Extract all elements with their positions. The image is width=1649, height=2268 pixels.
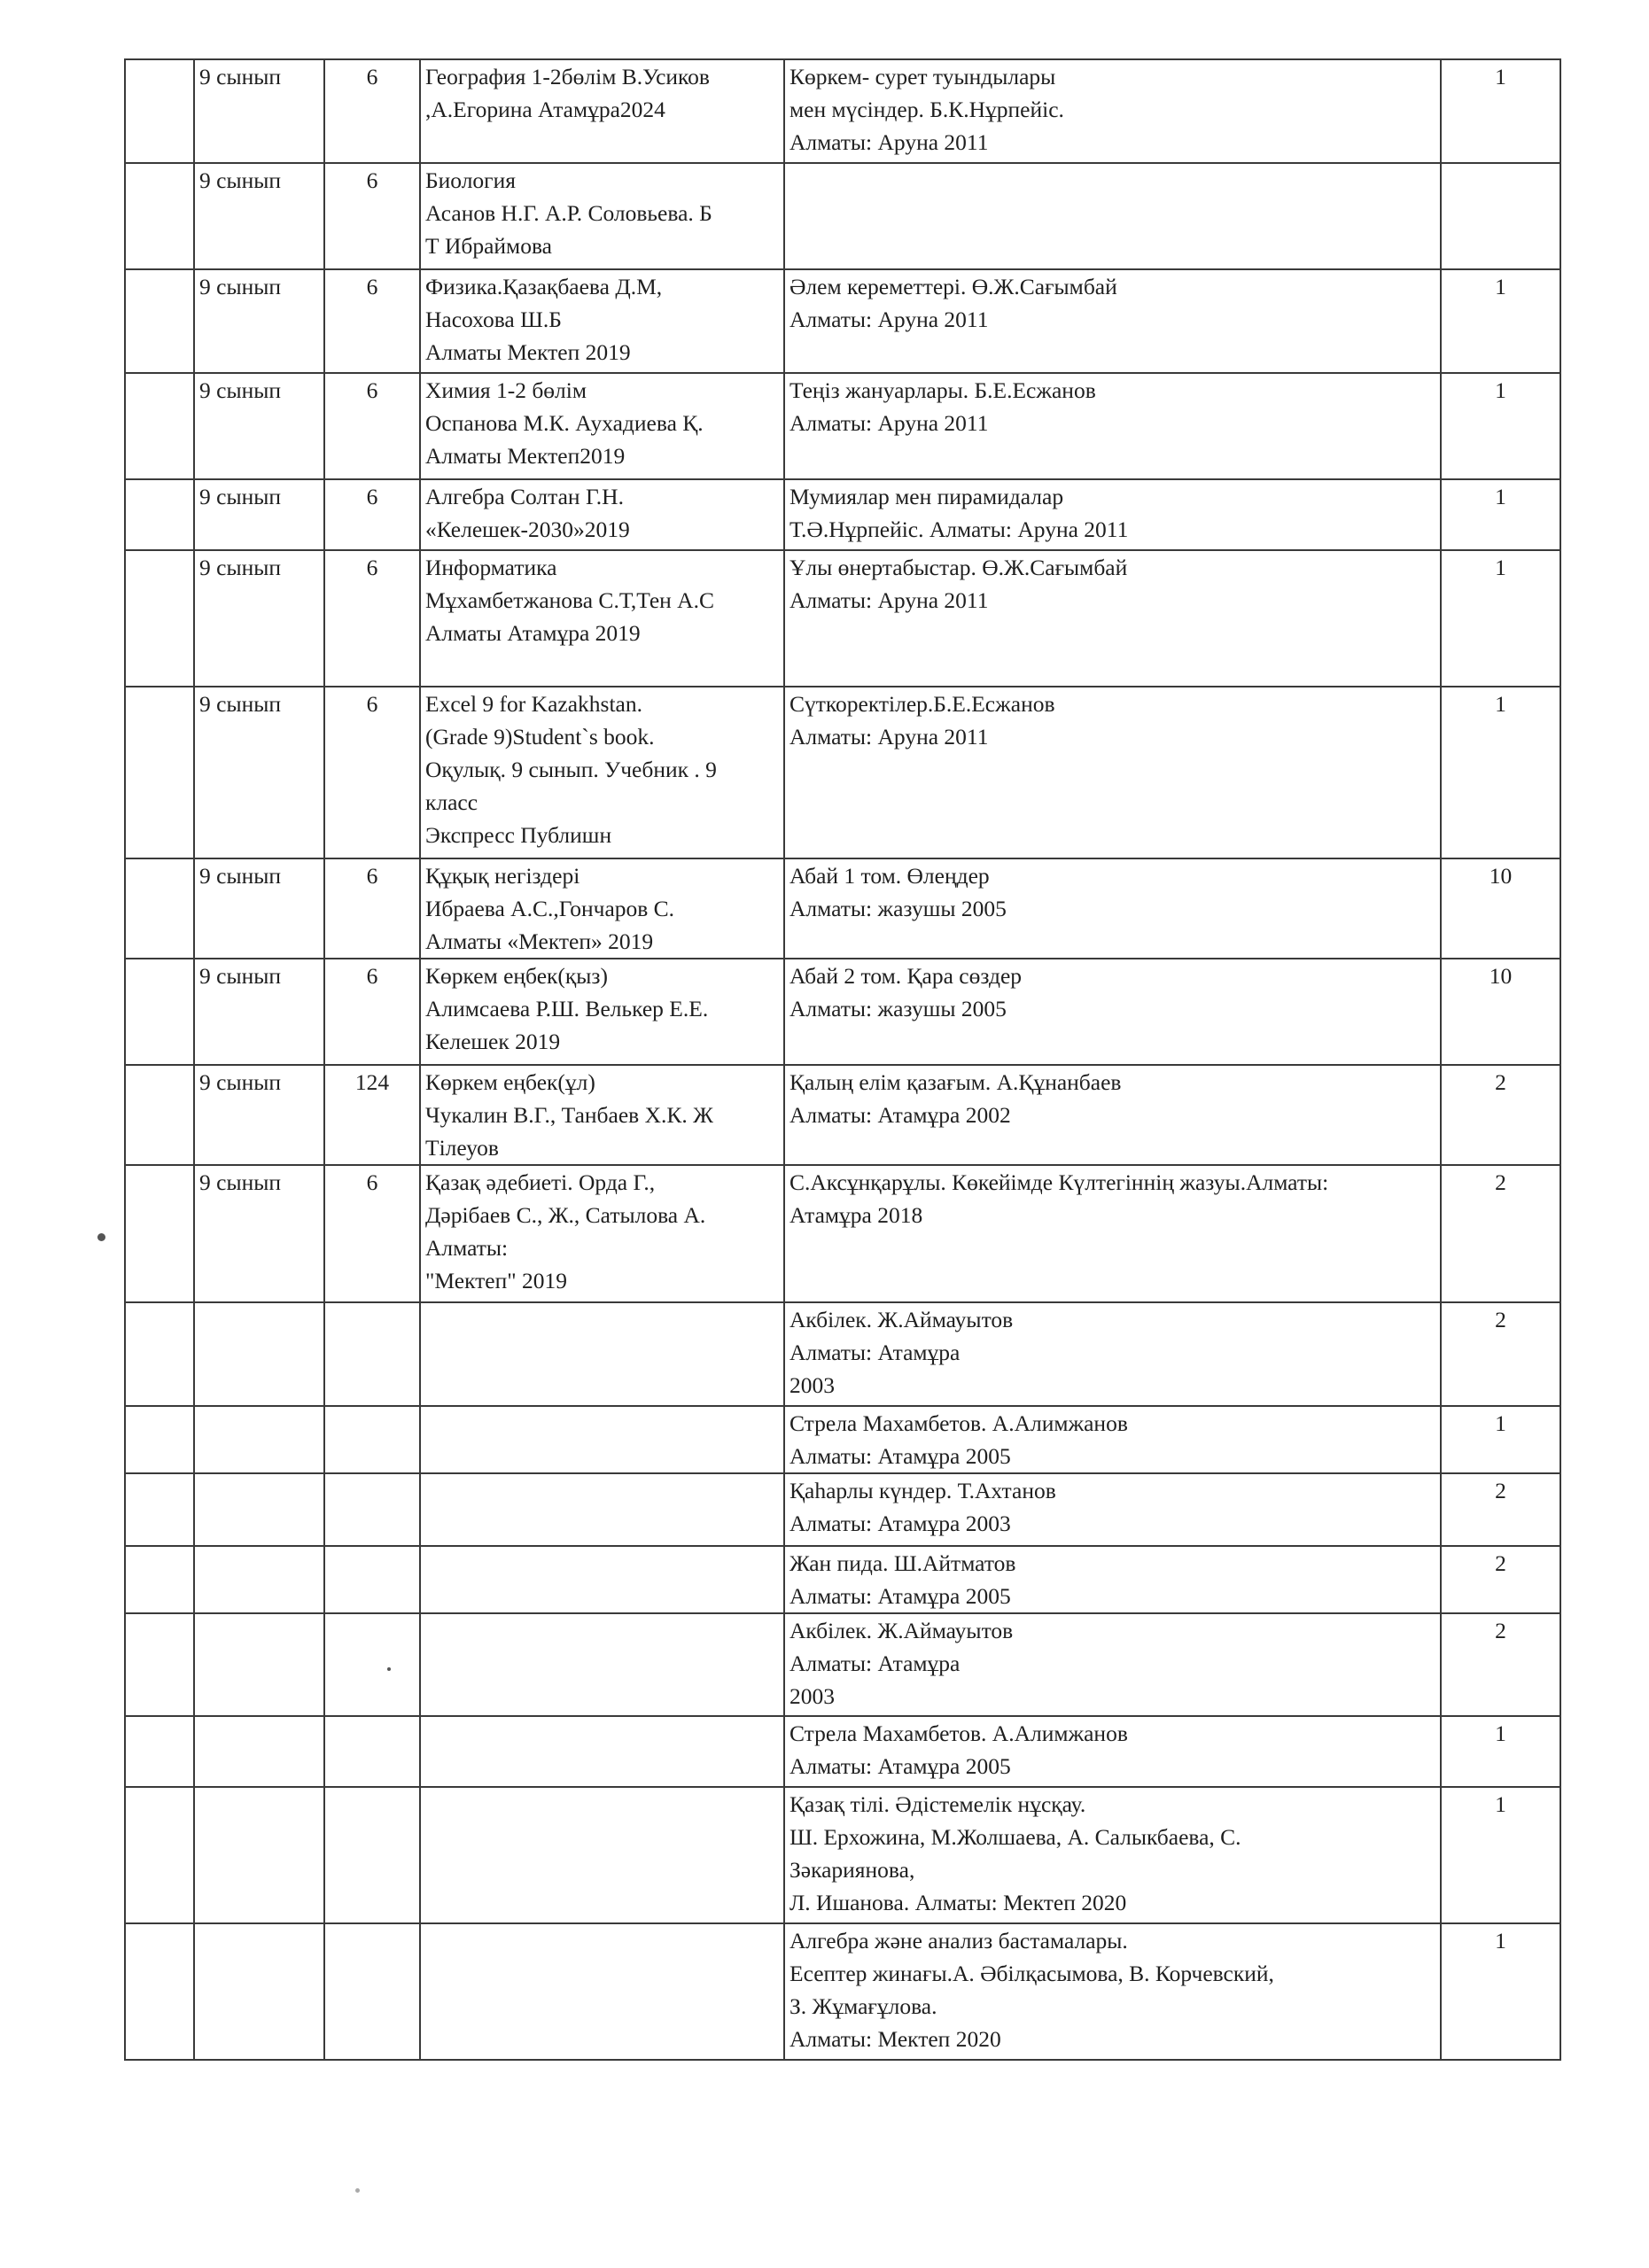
library-book-cell: Акбілек. Ж.Аймауытов Алматы: Атамұра 2003 — [784, 1613, 1441, 1716]
hours-cell: 124 — [324, 1065, 420, 1165]
grade-cell: 9 сынып — [194, 163, 324, 269]
table-row — [125, 1787, 1560, 1923]
textbook-cell: Көркем еңбек(ұл) Чукалин В.Г., Танбаев Х.К. Ж Тілеуов — [420, 1065, 784, 1165]
scan-speck — [97, 1233, 105, 1241]
quantity-cell: 10 — [1441, 858, 1560, 959]
hours-cell — [324, 1546, 420, 1613]
library-book-cell: Стрела Махамбетов. А.Алимжанов Алматы: Атамұра 2005 — [784, 1406, 1441, 1473]
library-book-cell: С.Аксұнқарұлы. Көкейімде Күлтегіннің жазуы.Алматы: Атамұра 2018 — [784, 1165, 1441, 1302]
scan-speck — [387, 1667, 391, 1671]
table-row — [125, 1923, 1560, 2060]
empty-cell — [125, 1165, 194, 1302]
library-book-cell: Қаһарлы күндер. Т.Ахтанов Алматы: Атамұра 2003 — [784, 1473, 1441, 1546]
textbook-cell — [420, 1302, 784, 1406]
library-book-cell: Сүткоректілер.Б.Е.Есжанов Алматы: Аруна 2011 — [784, 687, 1441, 858]
textbook-cell: Биология Асанов Н.Г. А.Р. Соловьева. Б Т Ибраймова — [420, 163, 784, 269]
textbook-cell: Қазақ әдебиеті. Орда Г., Дәрібаев С., Ж., Сатылова А. Алматы: "Мектеп" 2019 — [420, 1165, 784, 1302]
table-row — [125, 373, 1560, 479]
empty-cell — [125, 1787, 194, 1923]
quantity-cell: 1 — [1441, 1923, 1560, 2060]
library-book-cell: Мумиялар мен пирамидалар Т.Ә.Нұрпейіс. Алматы: Аруна 2011 — [784, 479, 1441, 550]
textbook-cell: Физика.Қазақбаева Д.М, Насохова Ш.Б Алматы Мектеп 2019 — [420, 269, 784, 373]
empty-cell — [125, 550, 194, 687]
empty-cell — [125, 373, 194, 479]
library-book-cell: Алгебра және анализ бастамалары. Есептер жинағы.А. Әбілқасымова, В. Корчевский, З. Жұмағұлова. Алматы: Мектеп 2020 — [784, 1923, 1441, 2060]
quantity-cell: 1 — [1441, 59, 1560, 163]
library-book-cell — [784, 163, 1441, 269]
grade-cell: 9 сынып — [194, 479, 324, 550]
hours-cell — [324, 1406, 420, 1473]
hours-cell: 6 — [324, 269, 420, 373]
table-row — [125, 1716, 1560, 1787]
library-book-cell: Ұлы өнертабыстар. Ө.Ж.Сағымбай Алматы: Аруна 2011 — [784, 550, 1441, 687]
quantity-cell: 1 — [1441, 687, 1560, 858]
table-body — [125, 59, 1560, 2060]
empty-cell — [125, 959, 194, 1065]
library-book-cell: Қалың елім қазағым. А.Құнанбаев Алматы: Атамұра 2002 — [784, 1065, 1441, 1165]
grade-cell: 9 сынып — [194, 550, 324, 687]
grade-cell — [194, 1716, 324, 1787]
quantity-cell: 2 — [1441, 1302, 1560, 1406]
hours-cell — [324, 1923, 420, 2060]
library-book-cell: Теңіз жануарлары. Б.Е.Есжанов Алматы: Аруна 2011 — [784, 373, 1441, 479]
textbook-cell: Информатика Мұхамбетжанова С.Т,Тен А.С Алматы Атамұра 2019 — [420, 550, 784, 687]
quantity-cell: 2 — [1441, 1473, 1560, 1546]
hours-cell: 6 — [324, 550, 420, 687]
empty-cell — [125, 479, 194, 550]
grade-cell: 9 сынып — [194, 373, 324, 479]
table-row — [125, 959, 1560, 1065]
library-book-cell: Абай 1 том. Өлеңдер Алматы: жазушы 2005 — [784, 858, 1441, 959]
library-book-cell: Әлем кереметтері. Ө.Ж.Сағымбай Алматы: Аруна 2011 — [784, 269, 1441, 373]
table-row — [125, 687, 1560, 858]
library-book-cell: Акбілек. Ж.Аймауытов Алматы: Атамұра 2003 — [784, 1302, 1441, 1406]
library-book-cell: Жан пида. Ш.Айтматов Алматы: Атамұра 2005 — [784, 1546, 1441, 1613]
textbook-cell: Химия 1-2 бөлім Оспанова М.К. Аухадиева Қ. Алматы Мектеп2019 — [420, 373, 784, 479]
textbook-table — [124, 58, 1561, 2061]
hours-cell — [324, 1613, 420, 1716]
grade-cell — [194, 1406, 324, 1473]
quantity-cell: 2 — [1441, 1065, 1560, 1165]
grade-cell: 9 сынып — [194, 687, 324, 858]
grade-cell — [194, 1473, 324, 1546]
empty-cell — [125, 59, 194, 163]
grade-cell — [194, 1302, 324, 1406]
hours-cell: 6 — [324, 373, 420, 479]
quantity-cell: 2 — [1441, 1613, 1560, 1716]
textbook-cell: Excel 9 for Kazakhstan. (Grade 9)Student`s book. Оқулық. 9 сынып. Учебник . 9 класс Экспресс Публишн — [420, 687, 784, 858]
textbook-cell — [420, 1546, 784, 1613]
table-row — [125, 1613, 1560, 1716]
empty-cell — [125, 1065, 194, 1165]
table-row — [125, 550, 1560, 687]
grade-cell: 9 сынып — [194, 858, 324, 959]
table-row — [125, 1302, 1560, 1406]
hours-cell — [324, 1716, 420, 1787]
textbook-cell — [420, 1787, 784, 1923]
table-row — [125, 59, 1560, 163]
empty-cell — [125, 1716, 194, 1787]
table-row — [125, 1065, 1560, 1165]
hours-cell: 6 — [324, 163, 420, 269]
hours-cell: 6 — [324, 858, 420, 959]
textbook-cell — [420, 1923, 784, 2060]
quantity-cell: 1 — [1441, 550, 1560, 687]
quantity-cell: 2 — [1441, 1546, 1560, 1613]
quantity-cell: 1 — [1441, 1787, 1560, 1923]
quantity-cell — [1441, 163, 1560, 269]
table-row — [125, 1546, 1560, 1613]
grade-cell: 9 сынып — [194, 269, 324, 373]
grade-cell — [194, 1923, 324, 2060]
grade-cell — [194, 1613, 324, 1716]
quantity-cell: 1 — [1441, 1716, 1560, 1787]
grade-cell: 9 сынып — [194, 1065, 324, 1165]
scan-speck — [355, 2188, 360, 2193]
empty-cell — [125, 1546, 194, 1613]
quantity-cell: 1 — [1441, 269, 1560, 373]
table-row — [125, 1473, 1560, 1546]
table-row — [125, 1165, 1560, 1302]
library-book-cell: Стрела Махамбетов. А.Алимжанов Алматы: Атамұра 2005 — [784, 1716, 1441, 1787]
library-book-cell: Көркем- сурет туындылары мен мүсіндер. Б.К.Нұрпейіс. Алматы: Аруна 2011 — [784, 59, 1441, 163]
empty-cell — [125, 1613, 194, 1716]
quantity-cell: 2 — [1441, 1165, 1560, 1302]
table-row — [125, 163, 1560, 269]
empty-cell — [125, 1473, 194, 1546]
textbook-cell: Көркем еңбек(қыз) Алимсаева Р.Ш. Велькер Е.Е. Келешек 2019 — [420, 959, 784, 1065]
hours-cell: 6 — [324, 1165, 420, 1302]
grade-cell: 9 сынып — [194, 959, 324, 1065]
textbook-cell — [420, 1406, 784, 1473]
hours-cell: 6 — [324, 479, 420, 550]
table-row — [125, 858, 1560, 959]
textbook-cell: География 1-2бөлім В.Усиков ,А.Егорина Атамұра2024 — [420, 59, 784, 163]
empty-cell — [125, 1406, 194, 1473]
library-book-cell: Қазақ тілі. Әдістемелік нұсқау. Ш. Ерхожина, М.Жолшаева, А. Салыкбаева, С. Зәкариянова, Л. Ишанова. Алматы: Мектеп 2020 — [784, 1787, 1441, 1923]
textbook-cell — [420, 1613, 784, 1716]
hours-cell: 6 — [324, 687, 420, 858]
empty-cell — [125, 269, 194, 373]
quantity-cell: 1 — [1441, 1406, 1560, 1473]
quantity-cell: 10 — [1441, 959, 1560, 1065]
hours-cell: 6 — [324, 959, 420, 1065]
hours-cell — [324, 1302, 420, 1406]
library-book-cell: Абай 2 том. Қара сөздер Алматы: жазушы 2005 — [784, 959, 1441, 1065]
textbook-cell — [420, 1473, 784, 1546]
quantity-cell: 1 — [1441, 479, 1560, 550]
textbook-cell — [420, 1716, 784, 1787]
grade-cell — [194, 1546, 324, 1613]
textbook-cell: Алгебра Солтан Г.Н. «Келешек-2030»2019 — [420, 479, 784, 550]
grade-cell: 9 сынып — [194, 1165, 324, 1302]
table-row — [125, 1406, 1560, 1473]
empty-cell — [125, 1302, 194, 1406]
hours-cell — [324, 1473, 420, 1546]
empty-cell — [125, 687, 194, 858]
hours-cell: 6 — [324, 59, 420, 163]
table-row — [125, 479, 1560, 550]
empty-cell — [125, 858, 194, 959]
grade-cell — [194, 1787, 324, 1923]
textbook-cell: Құқық негіздері Ибраева А.С.,Гончаров С. Алматы «Мектеп» 2019 — [420, 858, 784, 959]
table-row — [125, 269, 1560, 373]
empty-cell — [125, 163, 194, 269]
hours-cell — [324, 1787, 420, 1923]
empty-cell — [125, 1923, 194, 2060]
quantity-cell: 1 — [1441, 373, 1560, 479]
grade-cell: 9 сынып — [194, 59, 324, 163]
